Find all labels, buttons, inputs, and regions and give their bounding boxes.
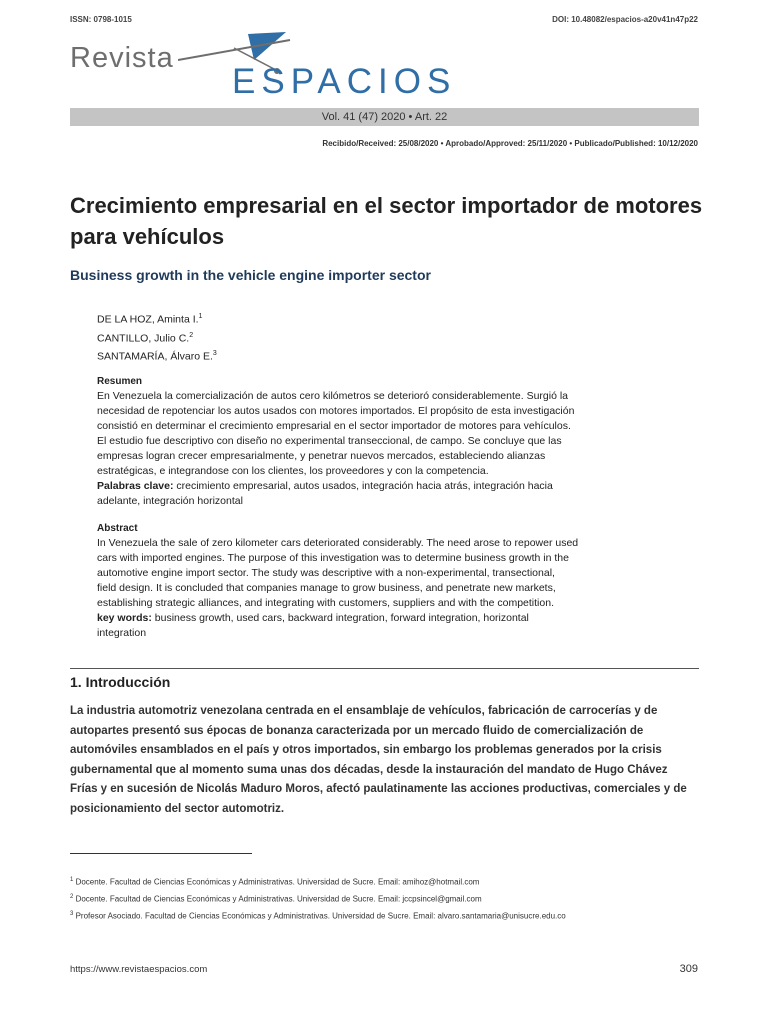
journal-logo <box>70 30 457 110</box>
doi: DOI: 10.48082/espacios-a20v41n47p22 <box>552 15 698 24</box>
section-divider <box>70 668 699 669</box>
text-line: field design. It is concluded that companies manage to grow business, and penetrate new markets, <box>97 582 556 594</box>
text-line: estratégicas, e integrandose con los clientes, los proveedores y con la competencia. <box>97 465 489 477</box>
title-line: Crecimiento empresarial en el sector importador de motores <box>70 193 703 218</box>
text-line: autopartes presentó sus épocas de bonanza caracterizada por un mercado fluido de comercialización de <box>70 724 644 737</box>
author: CANTILLO, Julio C.$^2$ <box>97 331 194 344</box>
abstract-keywords: key words: business growth, used cars, backward integration, forward integration, horizontal <box>97 612 529 624</box>
article-title <box>70 190 710 252</box>
author: SANTAMARÍA, Álvaro E.$^3$ <box>97 350 217 363</box>
text-line: automotive engine import sector. The study was descriptive with a non-experimental, transectional, <box>97 567 555 579</box>
title-line: para vehículos <box>70 224 225 249</box>
text-line: empresas logran crecer empresarialmente, y penetrar nuevos mercados, estableciendo alianzas <box>97 450 546 462</box>
footnotes <box>70 873 566 924</box>
abstract-section <box>97 521 599 641</box>
page-number: 309 <box>679 963 698 975</box>
author: DE LA HOZ, Aminta I.$^1$ <box>97 313 203 326</box>
text-line: gubernamental que al momento suma unas dos décadas, desde la instauración del mandato de Hugo Chávez <box>70 763 668 776</box>
text-line: cars with imported engines. The purpose of this investigation was to determine business growth in the <box>97 552 569 564</box>
text-line: establishing strategic alliances, and integrating with customers, suppliers and with the competition. <box>97 597 554 609</box>
resumen-keywords: Palabras clave: crecimiento empresarial, autos usados, integración hacia atrás, integración hacia <box>97 480 553 492</box>
text-line: In Venezuela the sale of zero kilometer cars deteriorated considerably. The need arose to repower used <box>97 537 579 549</box>
text-line: consistió en determinar el crecimiento empresarial en el sector importador de motores para vehículos. <box>97 420 571 432</box>
author-list <box>97 309 217 365</box>
text-line: La industria automotriz venezolana centrada en el ensamblaje de vehículos, fabricación de carrocerías y de <box>70 705 658 717</box>
footnote: $^1$ Docente. Facultad de Ciencias Económicas y Administrativas. Universidad de Sucre. Email: amihoz@hotmail.com <box>70 877 480 887</box>
text-line: Frías y en sucesión de Nicolás Maduro Moros, afectó paulatinamente las acciones productivas, comerciales y de <box>70 783 687 796</box>
publication-dates: Recibido/Received: 25/08/2020 • Aprobado/Approved: 25/11/2020 • Publicado/Published: 10/12/2020 <box>322 139 698 148</box>
resumen-section <box>97 374 599 509</box>
resumen-text <box>97 389 599 479</box>
abstract-heading: Abstract <box>97 523 138 534</box>
abstract-keywords-cont: integration <box>97 627 147 639</box>
logo-espacios-text: ESPACIOS <box>232 62 457 101</box>
abstract-text <box>97 536 599 611</box>
volume-bar: Vol. 41 (47) 2020 • Art. 22 <box>70 108 699 126</box>
text-line: necesidad de repotenciar los autos usados con motores importados. El propósito de esta investigación <box>97 405 575 417</box>
issn: ISSN: 0798-1015 <box>70 15 132 24</box>
introduction-paragraph <box>70 702 699 820</box>
text-line: El estudio fue descriptivo con diseño no experimental transeccional, de campo. Se concluye que las <box>97 435 562 447</box>
journal-url-link[interactable]: https://www.revistaespacios.com <box>70 964 208 975</box>
text-line: automóviles ensamblados en el país y otros importados, sin embargo los problemas generados por la crisis <box>70 744 662 757</box>
resumen-heading: Resumen <box>97 376 143 387</box>
introduction-heading: 1. Introducción <box>70 674 171 690</box>
footnote-divider <box>70 853 252 854</box>
footnote: $^2$ Docente. Facultad de Ciencias Económicas y Administrativas. Universidad de Sucre. Email: jccpsincel@gmail.com <box>70 894 482 904</box>
footnote: $^3$ Profesor Asociado. Facultad de Ciencias Económicas y Administrativas. Universidad de Sucre. Email: alvaro.santamaria@unisucre.edu.co <box>70 911 566 921</box>
text-line: En Venezuela la comercialización de autos cero kilómetros se deterioró considerablemente. Surgió la <box>97 390 569 402</box>
text-line: posicionamiento del sector automotriz. <box>70 802 285 815</box>
logo-revista-text: Revista <box>70 42 174 74</box>
article-subtitle: Business growth in the vehicle engine importer sector <box>70 267 431 283</box>
resumen-keywords-cont: adelante, integración horizontal <box>97 495 243 507</box>
